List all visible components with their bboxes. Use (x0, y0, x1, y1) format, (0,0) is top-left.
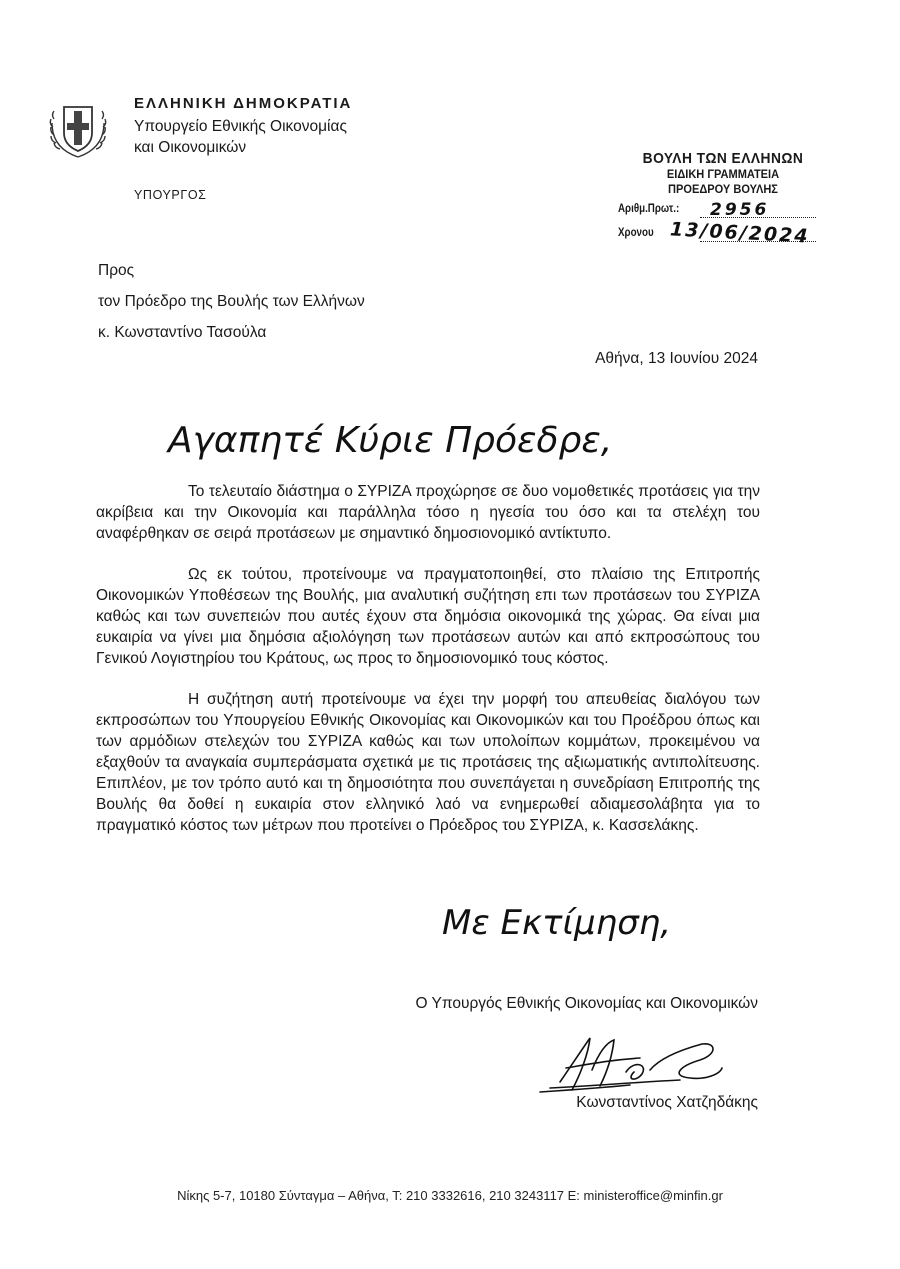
addressee-name: κ. Κωνσταντίνο Τασούλα (98, 324, 267, 341)
stamp-protocol-label: Αριθμ.Πρωτ.: (618, 203, 680, 215)
letterhead (134, 95, 352, 158)
hellenic-republic-emblem-icon (42, 93, 114, 165)
stamp-protocol-value: 2956 (710, 200, 770, 220)
handwritten-salutation: Αγαπητέ Κύριε Πρόεδρε, (168, 420, 613, 461)
stamp-line2: ΠΡΟΕΔΡΟΥ ΒΟΥΛΗΣ (668, 182, 778, 196)
addressee-block (98, 255, 365, 348)
ministry-name-line2: και Οικονομικών (134, 139, 247, 156)
minister-office-label: ΥΠΟΥΡΓΟΣ (134, 188, 207, 202)
parliament-protocol-stamp (618, 150, 828, 248)
body-paragraph-1: Το τελευταίο διάστημα ο ΣΥΡΙΖΑ προχώρησε σε δυο νομοθετικές προτάσεις για την ακρίβεια και την Οικονομία και παράλληλα τόσο η ηγεσία του όσο και τα στελέχη του αναφέρθηκαν σε σειρά προτάσεων με σημαντικό δημοσιονομικό αντίκτυπο. (96, 483, 760, 542)
footer-contact: Νίκης 5-7, 10180 Σύνταγμα – Αθήνα, Τ: 210 3332616, 210 3243117 Ε: ministeroffice@minfin.gr (177, 1188, 723, 1203)
stamp-protocol-row (618, 200, 828, 221)
stamp-line1: ΕΙΔΙΚΗ ΓΡΑΜΜΑΤΕΙΑ (666, 167, 780, 181)
body-paragraph-3: Η συζήτηση αυτή προτείνουμε να έχει την μορφή του απευθείας διαλόγου των εκπροσώπων του Υπουργείου Εθνικής Οικονομίας και Οικονομικών και του Προέδρου όπως και των αρμόδιων στελεχών του ΣΥΡΙΖΑ καθώς και των υπολοίπων κομμάτων, προκειμένου να εξαχθούν τα αναγκαία συμπεράσματα σχετικά με τις προτάσεις της αξιωματικής αντιπολίτευσης. Επιπλέον, με τον τρόπο αυτό και τη δημοσιότητα που συνεπάγεται η συνεδρίαση Επιτροπής της Βουλής θα δοθεί η ευκαιρία στον ελληνικό λαό να ενημερωθεί αδιαμεσολάβητα για το πραγματικό κόστος των μέτρων που προτείνει ο Πρόεδρος του ΣΥΡΙΖΑ, κ. Κασσελάκης. (96, 691, 760, 834)
stamp-date-row (618, 218, 828, 248)
signature-icon (530, 1030, 730, 1100)
republic-name: ΕΛΛΗΝΙΚΗ ΔΗΜΟΚΡΑΤΙΑ (134, 95, 353, 112)
addressee-to: Προς (98, 262, 135, 279)
body-paragraph-2: Ως εκ τούτου, προτείνουμε να πραγματοποιηθεί, στο πλαίσιο της Επιτροπής Οικονομικών Υποθέσεων της Βουλής, μια αναλυτική συζήτηση επι των προτάσεων του ΣΥΡΙΖΑ καθώς και των συνεπειών που αυτές έχουν στα δημόσια οικονομικά της χώρας. Θα είναι μια ευκαιρία να γίνει μια δημόσια αξιολόγηση των προτάσεων αυτών και από εκπροσώπους του Γενικού Λογιστηρίου του Κράτους, ως προς το δημοσιονομικό τους κόστος. (96, 566, 760, 667)
handwritten-closing: Με Εκτίμηση, (442, 903, 672, 943)
minister-role: Ο Υπουργός Εθνικής Οικονομίας και Οικονομικών (415, 995, 758, 1012)
letter-body (96, 481, 760, 856)
ministry-name-line1: Υπουργείο Εθνικής Οικονομίας (134, 118, 347, 135)
stamp-date-label: Χρονου (618, 227, 654, 239)
stamp-title: ΒΟΥΛΗ ΤΩΝ ΕΛΛΗΝΩΝ (642, 150, 804, 167)
addressee-recipient: τον Πρόεδρο της Βουλής των Ελλήνων (98, 293, 365, 310)
minister-name: Κωνσταντίνος Χατζηδάκης (576, 1094, 758, 1111)
place-and-date: Αθήνα, 13 Ιουνίου 2024 (595, 350, 758, 367)
stamp-date-value: 13/06/2024 (669, 218, 811, 248)
